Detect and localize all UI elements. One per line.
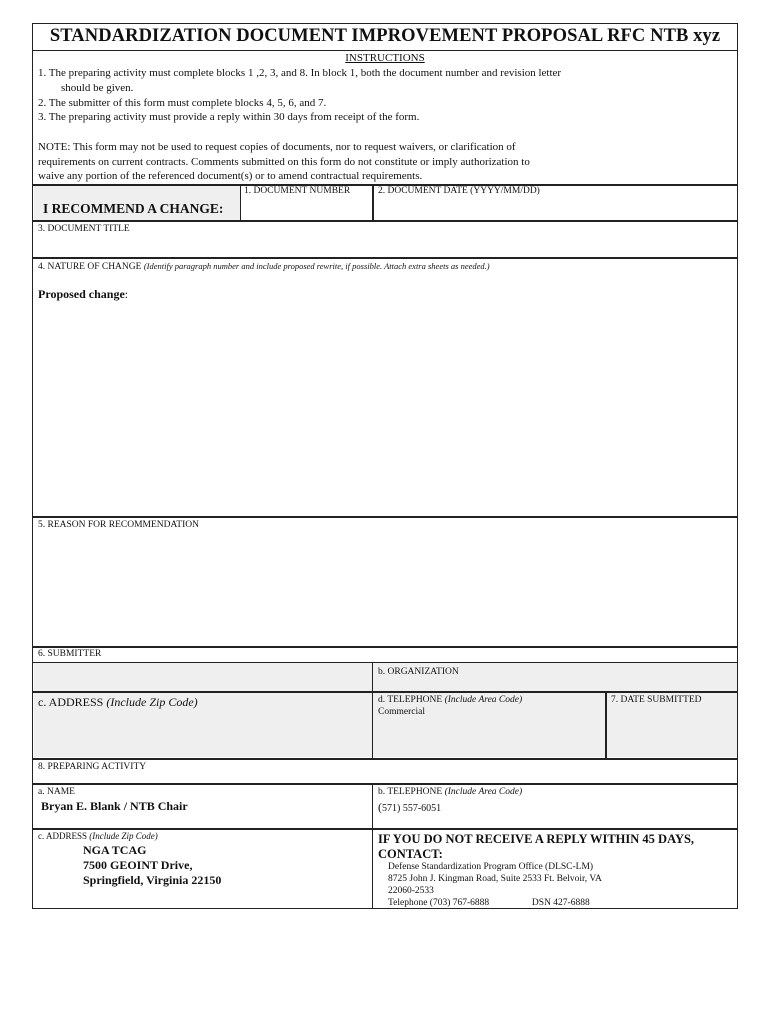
submitter-label: 6. SUBMITTER [38, 649, 102, 659]
divider [372, 185, 374, 221]
document-number-field[interactable] [241, 196, 371, 220]
instruction-3: 3. The preparing activity must provide a reply within 30 days from receipt of the form. [38, 111, 420, 123]
reply-contact-line: Defense Standardization Program Office (DLSC-LM) [388, 862, 594, 872]
reply-contact-phone-line [388, 897, 602, 909]
pa-telephone-label: b. TELEPHONE (Include Area Code) [378, 787, 523, 797]
address-label: c. ADDRESS (Include Zip Code) [38, 695, 198, 709]
address-field[interactable] [35, 712, 371, 756]
document-date-field[interactable] [375, 196, 737, 220]
pa-address-line: Springfield, Virginia 22150 [83, 873, 222, 887]
reply-contact-line: 22060-2533 [388, 886, 434, 896]
reply-heading: IF YOU DO NOT RECEIVE A REPLY WITHIN 45 DAYS, CONTACT: [378, 832, 695, 861]
pa-address-label: c. ADDRESS (Include Zip Code) [38, 831, 158, 841]
note-line-1: NOTE: This form may not be used to request copies of documents, nor to request waivers, or clarification of [38, 141, 516, 153]
pa-address-line: NGA TCAG [83, 843, 147, 857]
organization-label: b. ORGANIZATION [378, 667, 459, 677]
date-submitted-field[interactable] [609, 708, 735, 756]
recommend-heading: I RECOMMEND A CHANGE: [43, 201, 224, 216]
reply-contact-line: 8725 John J. Kingman Road, Suite 2533 Ft. Belvoir, VA [388, 874, 602, 884]
submitter-name-field[interactable] [34, 663, 372, 692]
proposed-change-field[interactable] [34, 304, 737, 514]
pa-address-hint: (Include Zip Code) [89, 831, 158, 841]
name-label: a. NAME [38, 787, 75, 797]
instructions-header: INSTRUCTIONS [345, 52, 425, 64]
document-number-label: 1. DOCUMENT NUMBER [244, 186, 351, 196]
name-value: Bryan E. Blank / NTB Chair [41, 799, 188, 813]
proposed-change-label: Proposed change: [38, 287, 129, 301]
address-hint: (Include Zip Code) [106, 695, 198, 709]
instruction-2: 2. The submitter of this form must complete blocks 4, 5, 6, and 7. [38, 97, 327, 109]
pa-address-line: 7500 GEOINT Drive, [83, 858, 193, 872]
divider [33, 646, 737, 648]
reply-contact-block [388, 861, 602, 909]
note-line-3: waive any portion of the referenced document(s) or to amend contractual requirements. [38, 170, 423, 182]
pa-telephone-hint: (Include Area Code) [444, 787, 523, 797]
divider [372, 784, 373, 909]
reason-label: 5. REASON FOR RECOMMENDATION [38, 520, 199, 530]
divider [33, 828, 737, 830]
divider [33, 516, 737, 518]
nature-of-change-label: 4. NATURE OF CHANGE (Identify paragraph number and include proposed rewrite, if possible. Attach extra sheets as needed.) [38, 261, 490, 272]
improvement-proposal-form [32, 23, 738, 909]
form-title: STANDARDIZATION DOCUMENT IMPROVEMENT PROPOSAL RFC NTB xyz [49, 26, 721, 46]
divider [33, 783, 737, 785]
telephone-commercial-label: Commercial [378, 707, 425, 717]
instruction-1: 1. The preparing activity must complete blocks 1 ,2, 3, and 8. In block 1, both the document number and revision letter [38, 67, 562, 79]
divider [33, 758, 737, 760]
pa-address-block [83, 843, 221, 888]
divider [33, 257, 737, 259]
instruction-1-cont: should be given. [61, 82, 134, 94]
note-line-2: requirements on current contracts. Comments submitted on this form do not constitute or imply authorization to [38, 156, 530, 168]
document-date-label: 2. DOCUMENT DATE (YYYY/MM/DD) [378, 186, 540, 196]
divider [33, 220, 737, 222]
telephone-label: d. TELEPHONE (Include Area Code) [378, 695, 523, 705]
document-title-label: 3. DOCUMENT TITLE [38, 224, 130, 234]
pa-telephone-value: (571) 557-6051 [378, 800, 442, 814]
telephone-hint: (Include Area Code) [444, 695, 523, 705]
organization-field[interactable] [374, 678, 736, 691]
date-submitted-label: 7. DATE SUBMITTED [611, 695, 702, 705]
reason-field[interactable] [34, 534, 737, 644]
nature-of-change-hint: (Identify paragraph number and include proposed rewrite, if possible. Attach extra sheets as needed.) [143, 261, 490, 271]
telephone-field[interactable] [375, 720, 603, 756]
reply-dsn: DSN 427-6888 [531, 898, 590, 908]
preparing-activity-label: 8. PREPARING ACTIVITY [38, 762, 147, 772]
document-title-field[interactable] [34, 236, 737, 256]
reply-telephone: Telephone (703) 767-6888 [388, 898, 490, 908]
